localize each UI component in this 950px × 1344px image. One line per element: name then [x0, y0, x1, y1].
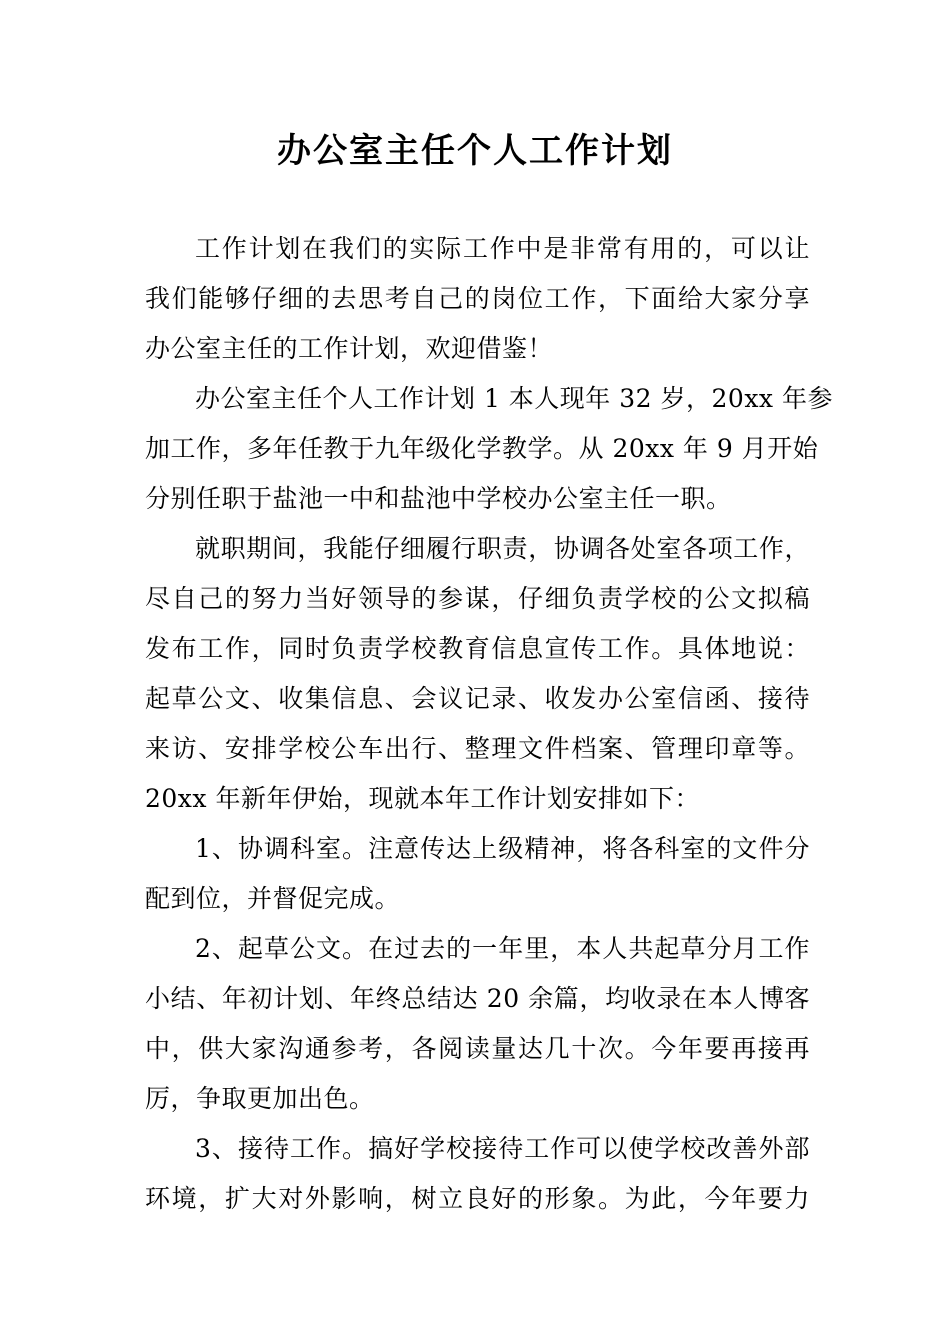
body-text-line: 尽自己的努力当好领导的参谋，仔细负责学校的公文拟稿 [145, 584, 810, 613]
body-text-line: 20xx 年新年伊始，现就本年工作计划安排如下： [145, 784, 700, 813]
body-text-line: 3、接待工作。搞好学校接待工作可以使学校改善外部 [195, 1134, 810, 1163]
document-title: 办公室主任个人工作计划 [277, 131, 673, 171]
body-text-line: 1、协调科室。注意传达上级精神，将各科室的文件分 [195, 834, 810, 863]
document-body [145, 224, 833, 1224]
body-text-line: 配到位，并督促完成。 [145, 884, 401, 913]
body-text-line: 我们能够仔细的去思考自己的岗位工作，下面给大家分享 [145, 284, 810, 313]
body-text-line: 工作计划在我们的实际工作中是非常有用的，可以让 [195, 234, 810, 263]
body-text-line: 厉，争取更加出色。 [145, 1084, 375, 1113]
body-text-line: 中，供大家沟通参考，各阅读量达几十次。今年要再接再 [145, 1034, 810, 1063]
body-text-line: 加工作，多年任教于九年级化学教学。从 20xx 年 9 月开始 [145, 434, 819, 463]
body-text-line: 分别任职于盐池一中和盐池中学校办公室主任一职。 [145, 484, 732, 513]
body-text-line: 就职期间，我能仔细履行职责，协调各处室各项工作， [195, 534, 810, 563]
body-text-line: 环境，扩大对外影响，树立良好的形象。为此，今年要力 [145, 1184, 810, 1213]
body-text-line: 小结、年初计划、年终总结达 20 余篇，均收录在本人博客 [145, 984, 810, 1013]
body-text-line: 2、起草公文。在过去的一年里，本人共起草分月工作 [195, 934, 810, 963]
body-text-line: 起草公文、收集信息、会议记录、收发办公室信函、接待 [145, 684, 810, 713]
body-text-line: 来访、安排学校公车出行、整理文件档案、管理印章等。 [145, 734, 810, 763]
body-text-line: 办公室主任个人工作计划 1 本人现年 32 岁，20xx 年参 [195, 384, 833, 413]
body-text-line: 办公室主任的工作计划，欢迎借鉴！ [145, 334, 554, 363]
body-text-line: 发布工作，同时负责学校教育信息宣传工作。具体地说： [145, 634, 810, 663]
